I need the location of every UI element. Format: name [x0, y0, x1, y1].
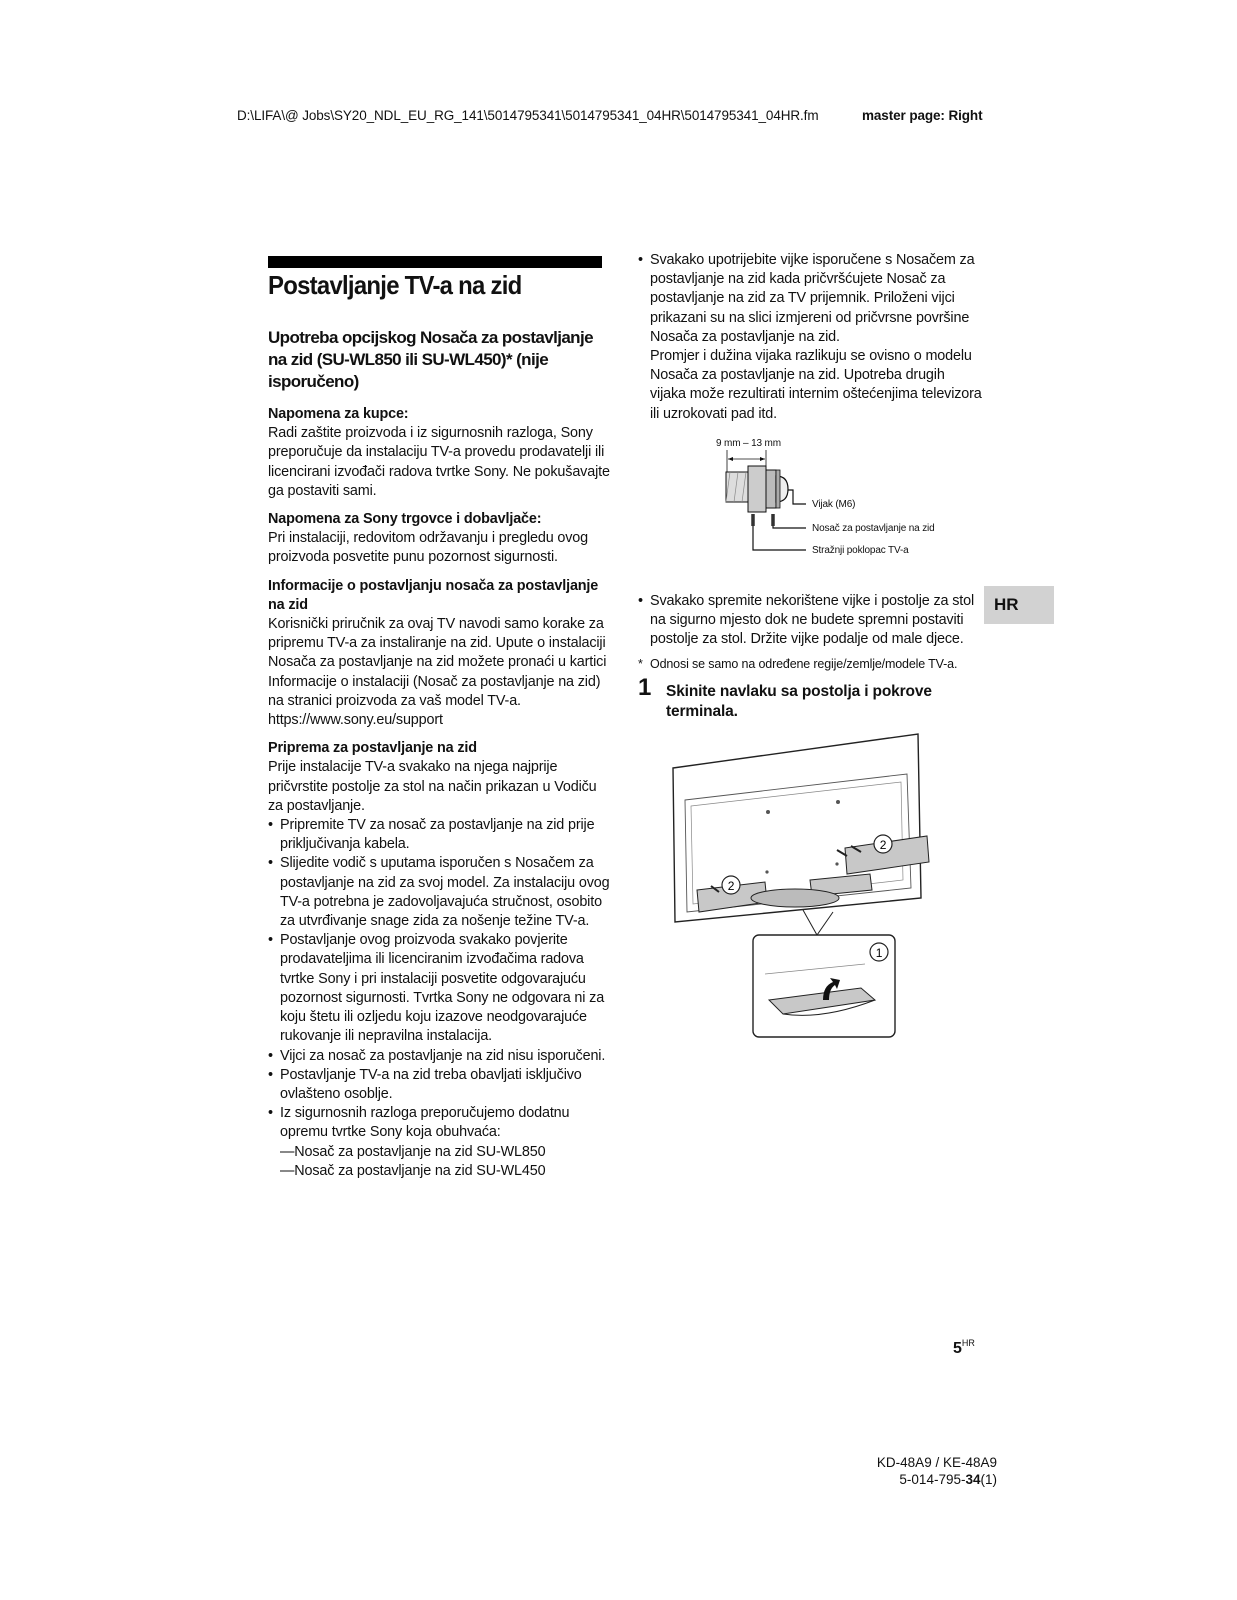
step-1 — [638, 674, 983, 722]
language-tab: HR — [984, 586, 1054, 624]
header-master-page: master page: Right — [862, 108, 983, 123]
info-text: Korisnički priručnik za ovaj TV navodi samo korake za pripremu TV-a za instaliranje na zid. Upute o instalaciji Nosača za postavljanje na zid možete pronaći u kartici Informacije o instalaciji (Nosač za postavljanje na zid) na stranici proizvoda za vaš model TV-a. — [268, 616, 607, 709]
dimension-label: 9 mm – 13 mm — [716, 437, 781, 449]
footer-model: KD-48A9 / KE-48A9 — [876, 1455, 997, 1470]
left-column — [268, 405, 613, 1190]
section-rule — [268, 256, 602, 268]
note-customers-text: Radi zaštite proizvoda i iz sigurnosnih razloga, Sony preporučuje da instalaciju TV-a provedu prodavatelji ili licencirani izvođači radova tvrtke Sony. Ne pokušavajte ga postaviti sami. — [268, 425, 610, 499]
support-url: https://www.sony.eu/support — [268, 712, 443, 729]
section-title: Postavljanje TV-a na zid — [268, 270, 522, 300]
footer-code-bold: 34 — [965, 1472, 981, 1487]
list-item: • Postavljanje ovog proizvoda svakako povjerite prodavateljima ili licenciranim izvođačima radova tvrtke Sony i pri instalaciji posvetite odgovarajuću pozornost sigurnosti. Tvrtka Sony ne odgovara ni za koju štetu ili ozljedu koju izazove neodgovarajuće rukovanje ili nepravilna instalacija. — [268, 931, 613, 1046]
step-text: Skinite navlaku sa postolja i pokrove terminala. — [666, 683, 932, 721]
page-number-value: 5 — [953, 1340, 962, 1357]
screw-diagram — [678, 430, 978, 580]
list-item: — Nosač za postavljanje na zid SU-WL450 — [280, 1162, 613, 1181]
note-dealers — [268, 510, 613, 568]
screw-label: Vijak (M6) — [812, 498, 856, 510]
list-item: • Postavljanje TV-a na zid treba obavljati isključivo ovlašteno osoblje. — [268, 1066, 613, 1104]
bracket-label: Nosač za postavljanje na zid — [812, 522, 935, 534]
storage-bullet — [638, 592, 983, 650]
step-number: 1 — [638, 674, 652, 702]
screw-bullet — [638, 251, 983, 424]
prep-text: Prije instalacije TV-a svakako na njega najprije pričvrstite postolje za stol na način prikazan u Vodiču za postavljanje. — [268, 759, 597, 814]
prep-heading: Priprema za postavljanje na zid — [268, 740, 477, 757]
footer — [877, 1454, 997, 1488]
info-heading: Informacije o postavljanju nosača za postavljanje na zid — [268, 577, 599, 613]
callout-1: 1 — [875, 946, 883, 961]
footnote — [638, 657, 983, 672]
cover-label: Stražnji poklopac TV-a — [812, 544, 909, 556]
footnote-text: Odnosi se samo na određene regije/zemlje/modele TV-a. — [650, 657, 958, 672]
list-item: • Pripremite TV za nosač za postavljanje na zid prije priključivanja kabela. — [268, 816, 613, 854]
footer-code-prefix: 5-014-795- — [899, 1472, 966, 1487]
section-subtitle: Upotreba opcijskog Nosača za postavljanje na zid (SU-WL850 ili SU-WL450)* (nije isporučeno) — [268, 328, 593, 391]
tv-back-illustration — [665, 730, 955, 1050]
accessory-list — [268, 1143, 613, 1181]
note-customers — [268, 405, 613, 501]
list-item: • Slijedite vodič s uputama isporučen s Nosačem za postavljanje na zid za svoj model. Za instalaciju ovog TV-a potrebna je zadovoljavajuća stručnost, osobito za utvrđivanje snage zida za nošenje težine TV-a. — [268, 854, 613, 931]
list-item: • Svakako spremite nekorištene vijke i postolje za stol na sigurno mjesto dok ne budete spremni postaviti postolje za stol. Držite vijke podalje od male djece. — [638, 592, 983, 650]
footer-code-suffix: (1) — [980, 1472, 997, 1487]
callout-2b: 2 — [879, 838, 887, 853]
header-file-path: D:\LIFA\@ Jobs\SY20_NDL_EU_RG_141\5014795341\5014795341_04HR\5014795341_04HR.fm — [237, 108, 819, 123]
page-number-suffix: HR — [961, 1338, 975, 1348]
list-item: • Vijci za nosač za postavljanje na zid nisu isporučeni. — [268, 1047, 613, 1066]
right-column — [638, 251, 983, 1050]
list-item: • Iz sigurnosnih razloga preporučujemo dodatnu opremu tvrtke Sony koja obuhvaća: — [268, 1104, 613, 1142]
page-number — [953, 1338, 975, 1358]
screw-bullet-text: Svakako upotrijebite vijke isporučene s Nosačem za postavljanje na zid kada pričvršćujete Nosač za postavljanje na zid za TV prijemnik. Priloženi vijci prikazani su na slici izmjereni od pričvrsne površine Nosača za postavljanje na zid. — [650, 252, 975, 345]
list-item — [638, 251, 983, 424]
list-item: — Nosač za postavljanje na zid SU-WL850 — [280, 1143, 613, 1162]
callout-2a: 2 — [727, 879, 735, 894]
prep-block — [268, 739, 613, 1181]
note-dealers-text: Pri instalaciji, redovitom održavanju i pregledu ovog proizvoda posvetite punu pozornost sigurnosti. — [268, 530, 589, 566]
note-customers-heading: Napomena za kupce: — [268, 406, 409, 422]
screw-bullet-text-2: Promjer i dužina vijaka razlikuju se ovisno o modelu Nosača za postavljanje na zid. Upotreba drugih vijaka može rezultirati internim oštećenjima televizora ili uzrokovati pad itd. — [650, 348, 982, 422]
note-dealers-heading: Napomena za Sony trgovce i dobavljače: — [268, 511, 542, 528]
footer-code — [877, 1471, 997, 1488]
prep-bullet-list — [268, 816, 613, 1142]
info-block — [268, 577, 613, 731]
footnote-mark: * — [638, 657, 643, 672]
